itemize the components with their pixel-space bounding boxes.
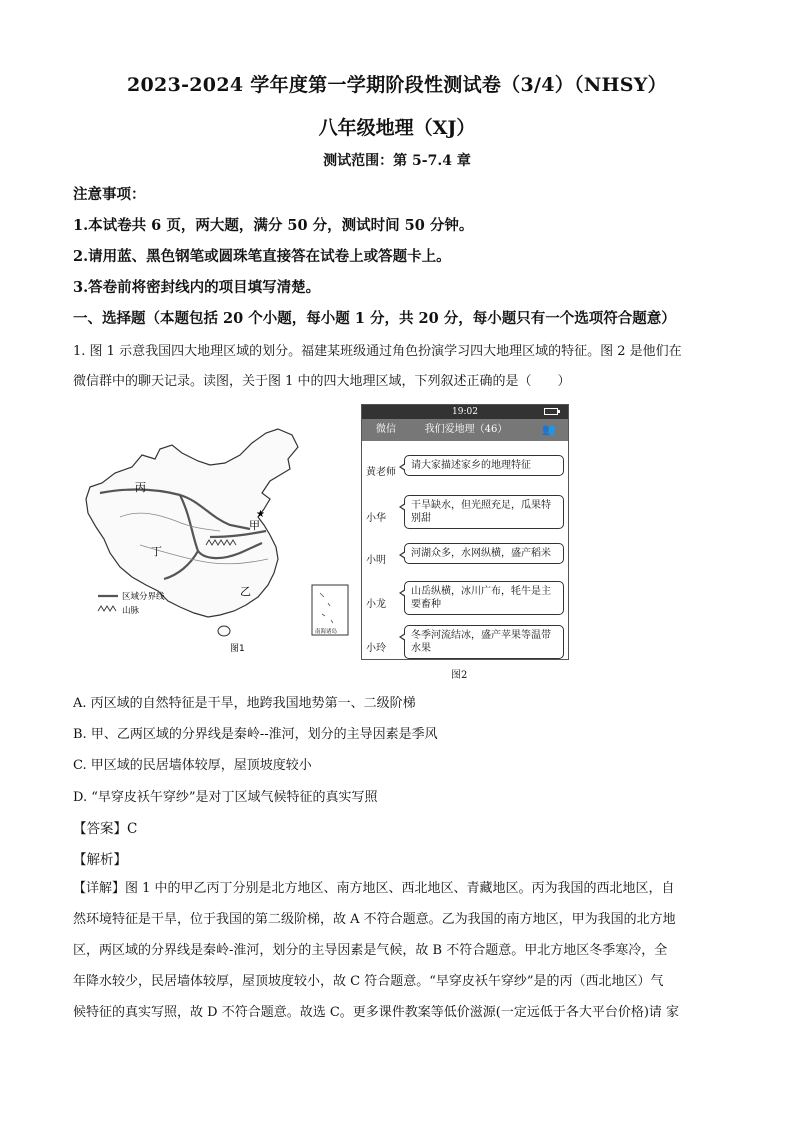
detail-line: 然环境特征是干旱，位于我国的第二级阶梯，故 A 不符合题意。乙为我国的南方地区，甲为我国的北方地: [73, 912, 676, 927]
china-outline: [86, 429, 298, 617]
detail-line: 年降水较少，民居墙体较厚，屋顶坡度较小，故 C 符合题意。“早穿皮袄午穿纱”是的丙（西北地区）气: [73, 974, 664, 989]
inset-label: 南海诸岛: [315, 629, 338, 635]
region-label-yi: 乙: [240, 585, 251, 598]
message-bubble: 干旱缺水，但光照充足，瓜果特别甜: [404, 495, 564, 529]
detail-paragraph: [73, 873, 723, 1028]
capital-star-icon: ★: [256, 509, 265, 520]
region-label-bing: 丙: [135, 481, 146, 494]
option-b: B. 甲、乙两区域的分界线是秦岭--淮河，划分的主导因素是季风: [73, 727, 438, 742]
option-d: D. “早穿皮袄午穿纱”是对丁区域气候特征的真实写照: [73, 790, 378, 805]
region-label-ding: 丁: [151, 545, 162, 558]
exam-subtitle: 八年级地理（XJ）: [318, 117, 476, 139]
phone-status-bar: [362, 405, 568, 419]
note-item: 3.答卷前将密封线内的项目填写清楚。: [73, 279, 321, 296]
legend-mountain-icon: [98, 606, 116, 611]
note-item: 1.本试卷共 6 页，两大题，满分 50 分，测试时间 50 分钟。: [73, 217, 474, 234]
answer-line: [73, 817, 137, 837]
wechat-screenshot: [361, 404, 569, 660]
chat-header: [362, 419, 568, 441]
exam-title: 2023-2024 学年度第一学期阶段性测试卷（3/4）（NHSY）: [127, 74, 667, 96]
answer-label: 【答案】: [73, 821, 127, 837]
message-bubble: 河湖众多，水网纵横，盛产稻米: [404, 543, 564, 564]
china-regions-map: [80, 425, 356, 655]
south-china-sea-inset: [312, 585, 348, 635]
message-bubble: 山岳纵横，冰川广布，牦牛是主要畜种: [404, 581, 564, 615]
notes-heading: 注意事项：: [73, 186, 146, 203]
status-time: 19:02: [452, 407, 478, 417]
chat-group-name: 我们爱地理（46）: [424, 424, 508, 435]
note-item: 2.请用蓝、黑色钢笔或圆珠笔直接答在试卷上或答题卡上。: [73, 248, 451, 265]
option-a: A. 丙区域的自然特征是干旱，地跨我国地势第一、二级阶梯: [73, 696, 416, 711]
option-c: C. 甲区域的民居墙体较厚，屋顶坡度较小: [73, 758, 312, 773]
group-members-icon[interactable]: 👥: [542, 423, 556, 436]
section-heading: 一、选择题（本题包括 20 个小题，每小题 1 分，共 20 分，每小题只有一个选项符合题意）: [73, 310, 676, 327]
legend-mountain-label: 山脉: [122, 606, 140, 616]
figure1-caption: 图1: [230, 644, 245, 654]
message-bubble: 冬季河流结冰，盛产苹果等温带水果: [404, 625, 564, 659]
test-scope: 测试范围：第 5-7.4 章: [323, 153, 471, 169]
figure2-caption: 图2: [451, 670, 468, 681]
hainan-island: [218, 626, 230, 636]
detail-line: 候特征的真实写照，故 D 不符合题意。故选 C。更多课件教案等低价滋源(一定远低于各大平台价格)请 家: [73, 1005, 680, 1020]
answer-value: C: [127, 821, 138, 837]
sender-name: 小明: [366, 555, 386, 566]
sender-name: 小玲: [366, 643, 386, 654]
sender-name: 黄老师: [366, 467, 396, 478]
question-text: 1. 图 1 示意我国四大地理区域的划分。福建某班级通过角色扮演学习四大地理区域的特征。图 2 是他们在: [73, 344, 682, 359]
back-to-wechat[interactable]: 微信: [376, 424, 396, 435]
battery-icon: [544, 408, 558, 415]
message-bubble: 请大家描述家乡的地理特征: [404, 455, 564, 476]
question-text: 微信群中的聊天记录。读图，关于图 1 中的四大地理区域，下列叙述正确的是（ ）: [73, 374, 571, 389]
detail-label: 【详解】: [73, 881, 126, 896]
map-svg: [80, 425, 356, 655]
detail-line: 区，两区域的分界线是秦岭-淮河，划分的主导因素是气候，故 B 不符合题意。甲北方地区冬季寒冷，全: [73, 943, 668, 958]
sender-name: 小龙: [366, 599, 386, 610]
legend-boundary-label: 区域分界线: [122, 592, 165, 602]
region-label-jia: 甲: [249, 519, 260, 532]
detail-line: 图 1 中的甲乙丙丁分别是北方地区、南方地区、西北地区、青藏地区。丙为我国的西北地区，自: [125, 881, 675, 896]
sender-name: 小华: [366, 513, 386, 524]
analysis-label: 【解析】: [73, 852, 127, 868]
